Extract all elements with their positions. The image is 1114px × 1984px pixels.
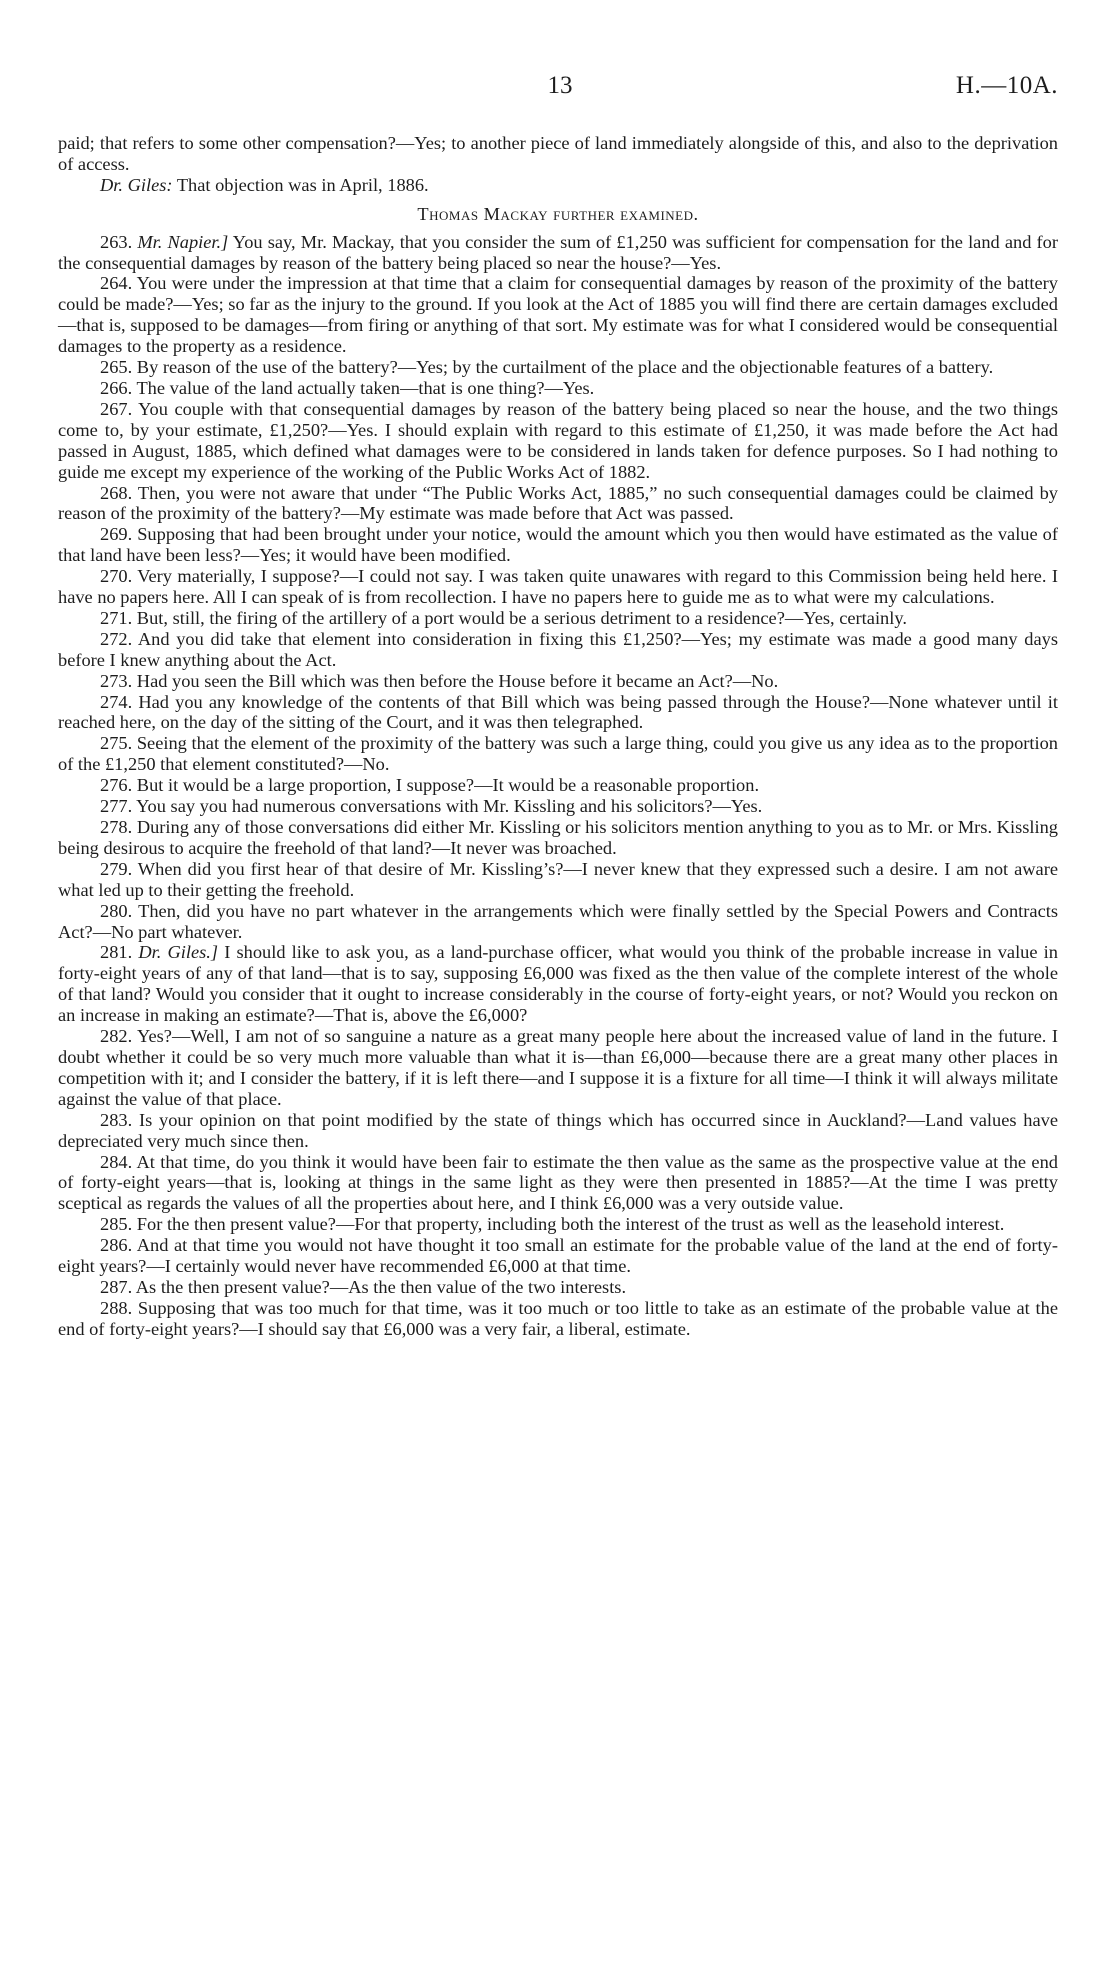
- question-text: Then, did you have no part whatever in the arrangements which were finally settled by the Special Powers and Contracts Act?—No part whatever.: [58, 900, 1059, 942]
- question-text: Is your opinion on that point modified by the state of things which has occurred since in Auckland?—Land values have depreciated very much since then.: [58, 1109, 1058, 1151]
- question-number: 285.: [100, 1214, 133, 1235]
- testimony-paragraph: [58, 692, 1058, 734]
- speaker-name: Dr. Giles.]: [138, 942, 219, 963]
- question-number: 264.: [100, 273, 133, 294]
- question-text: Seeing that the element of the proximity of the battery was such a large thing, could you give us any idea as to the proportion of the £1,250 that element constituted?—No.: [58, 733, 1058, 775]
- testimony-paragraph: [58, 671, 1058, 692]
- question-text: And you did take that element into consideration in fixing this £1,250?—Yes; my estimate was made a good many days before I knew anything about the Act.: [58, 628, 1058, 670]
- testimony-paragraph: [58, 1298, 1058, 1340]
- question-text: But it would be a large proportion, I suppose?—It would be a reasonable proportion.: [136, 775, 760, 796]
- section-heading: Thomas Mackay further examined.: [417, 203, 699, 224]
- testimony-paragraph: [58, 566, 1058, 608]
- question-number: 286.: [100, 1235, 133, 1256]
- question-number: 267.: [100, 398, 133, 419]
- testimony-list: [58, 232, 1058, 1340]
- question-number: 272.: [100, 628, 133, 649]
- testimony-paragraph: [58, 942, 1058, 1026]
- question-text: You say you had numerous conversations with Mr. Kissling and his solicitors?—Yes.: [136, 796, 763, 817]
- question-number: 274.: [100, 691, 133, 712]
- question-text: You couple with that consequential damages by reason of the battery being placed so near the house, and the two things come to, by your estimate, £1,250?—Yes. I should explain with regard to this estimate of £1,250, it was made before the Act had passed in August, 1885, which defined what damages were to be considered in lands taken for defence purposes. So I had nothing to guide me except my experience of the working of the Public Works Act of 1882.: [58, 398, 1058, 482]
- question-number: 279.: [100, 858, 133, 879]
- question-number: 277.: [100, 796, 133, 817]
- speaker-name: Dr. Giles:: [100, 174, 173, 195]
- question-text: When did you first hear of that desire of Mr. Kissling’s?—I never knew that they expressed such a desire. I am not aware what led up to their getting the freehold.: [58, 858, 1058, 900]
- objection-text: That objection was in April, 1886.: [176, 174, 429, 195]
- document-code: H.—10A.: [955, 72, 1058, 99]
- testimony-paragraph: [58, 1152, 1058, 1215]
- question-number: 275.: [100, 733, 133, 754]
- question-number: 288.: [100, 1297, 133, 1318]
- question-number: 276.: [100, 775, 133, 796]
- testimony-paragraph: [58, 817, 1058, 859]
- question-number: 268.: [100, 482, 133, 503]
- testimony-paragraph: [58, 796, 1058, 817]
- document-body: [58, 133, 1058, 1340]
- testimony-paragraph: [58, 1110, 1058, 1152]
- question-number: 270.: [100, 566, 133, 587]
- testimony-paragraph: [58, 273, 1058, 357]
- question-text: And at that time you would not have thought it too small an estimate for the probable value of the land at the end of forty-eight years?—I certainly would never have recommended £6,000 at that time.: [58, 1235, 1058, 1277]
- testimony-paragraph: [58, 232, 1058, 274]
- question-number: 283.: [100, 1109, 133, 1130]
- testimony-paragraph: [58, 1214, 1058, 1235]
- question-text: You were under the impression at that time that a claim for consequential damages by reason of the proximity of the battery could be made?—Yes; so far as the injury to the ground. If you look at the Act of 1885 you will find there are certain damages excluded—that is, supposed to be damages—from firing or anything of that sort. My estimate was for what I considered would be consequential damages to the property as a residence.: [58, 273, 1058, 357]
- testimony-paragraph: [58, 775, 1058, 796]
- testimony-paragraph: [58, 1277, 1058, 1298]
- question-number: 271.: [100, 607, 133, 628]
- question-number: 281.: [100, 942, 133, 963]
- question-number: 282.: [100, 1026, 133, 1047]
- testimony-paragraph: [58, 357, 1058, 378]
- question-number: 266.: [100, 377, 133, 398]
- testimony-paragraph: [58, 859, 1058, 901]
- testimony-paragraph: [58, 1026, 1058, 1110]
- question-text: As the then present value?—As the then value of the two interests.: [135, 1276, 627, 1297]
- question-number: 269.: [100, 524, 133, 545]
- testimony-paragraph: [58, 378, 1058, 399]
- question-text: Yes?—Well, I am not of so sanguine a nature as a great many people here about the increased value of land in the future. I doubt whether it could be so very much more valuable than what it is—than £6,000—because there are a great many other places in competition with it; and I consider the battery, if it is left there—and I suppose it is a fixture for all time—I think it will always militate against the value of that place.: [58, 1026, 1059, 1109]
- testimony-paragraph: [58, 901, 1058, 943]
- question-number: 280.: [100, 900, 133, 921]
- question-text: But, still, the firing of the artillery of a port would be a serious detriment to a residence?—Yes, certainly.: [136, 607, 907, 628]
- question-number: 265.: [100, 357, 133, 378]
- question-number: 263.: [100, 231, 133, 252]
- question-text: Had you seen the Bill which was then before the House before it became an Act?—No.: [136, 670, 779, 691]
- question-number: 273.: [100, 670, 133, 691]
- question-text: At that time, do you think it would have been fair to estimate the then value as the same as the prospective value at the end of forty-eight years—that is, looking at things in the same light as they were then presented in 1885?—At the time I was pretty sceptical as regards the values of all the properties about here, and I think £6,000 was a very outside value.: [58, 1151, 1058, 1214]
- testimony-paragraph: [58, 1235, 1058, 1277]
- question-text: The value of the land actually taken—that is one thing?—Yes.: [136, 377, 595, 398]
- speaker-name: Mr. Napier.]: [137, 231, 229, 252]
- question-text: For the then present value?—For that property, including both the interest of the trust as well as the leasehold interest.: [136, 1214, 1005, 1235]
- question-text: Very materially, I suppose?—I could not say. I was taken quite unawares with regard to this Commission being held here. I have no papers here. All I can speak of is from recollection. I have no papers here to guide me as to what were my calculations.: [58, 566, 1058, 608]
- testimony-paragraph: [58, 524, 1058, 566]
- testimony-paragraph: [58, 733, 1058, 775]
- question-number: 278.: [100, 817, 133, 837]
- question-number: 284.: [100, 1151, 133, 1172]
- question-text: Had you any knowledge of the contents of that Bill which was being passed through the House?—None whatever until it reached here, on the day of the sitting of the Court, and it was then telegraphed.: [58, 691, 1058, 733]
- testimony-paragraph: [58, 399, 1058, 483]
- question-number: 287.: [100, 1276, 133, 1297]
- continuation-paragraph: paid; that refers to some other compensation?—Yes; to another piece of land immediately alongside of this, and also to the deprivation of access.: [58, 133, 1058, 174]
- question-text: I should like to ask you, as a land-purchase officer, what would you think of the probable increase in value in forty-eight years of any of that land—that is to say, supposing £6,000 was fixed as the then value of the complete interest of the whole of that land? Would you consider that it ought to increase considerably in the course of forty-eight years, or not? Would you reckon on an increase in making an estimate?—That is, above the £6,000?: [58, 942, 1058, 1026]
- question-text: You say, Mr. Mackay, that you consider the sum of £1,250 was sufficient for compensation for the land and for the consequential damages by reason of the battery being placed so near the house?—Yes.: [58, 231, 1058, 273]
- testimony-paragraph: [58, 483, 1058, 525]
- page-number: 13: [547, 72, 573, 99]
- objection-note: [58, 175, 1058, 196]
- question-text: During any of those conversations did either Mr. Kissling or his solicitors mention anything to you as to Mr. or Mrs. Kissling being desirous to acquire the freehold of that land?—It never was broached.: [58, 817, 1058, 858]
- testimony-paragraph: [58, 629, 1058, 671]
- question-text: Then, you were not aware that under “The Public Works Act, 1885,” no such consequential damages could be claimed by reason of the proximity of the battery?—My estimate was made before that Act was passed.: [58, 482, 1058, 524]
- question-text: Supposing that was too much for that time, was it too much or too little to take as an estimate of the probable value at the end of forty-eight years?—I should say that £6,000 was a very fair, a liberal, estimate.: [58, 1297, 1058, 1339]
- question-text: By reason of the use of the battery?—Yes; by the curtailment of the place and the objectionable features of a battery.: [136, 357, 994, 378]
- testimony-paragraph: [58, 608, 1058, 629]
- question-text: Supposing that had been brought under your notice, would the amount which you then would have estimated as the value of that land have been less?—Yes; it would have been modified.: [58, 524, 1058, 566]
